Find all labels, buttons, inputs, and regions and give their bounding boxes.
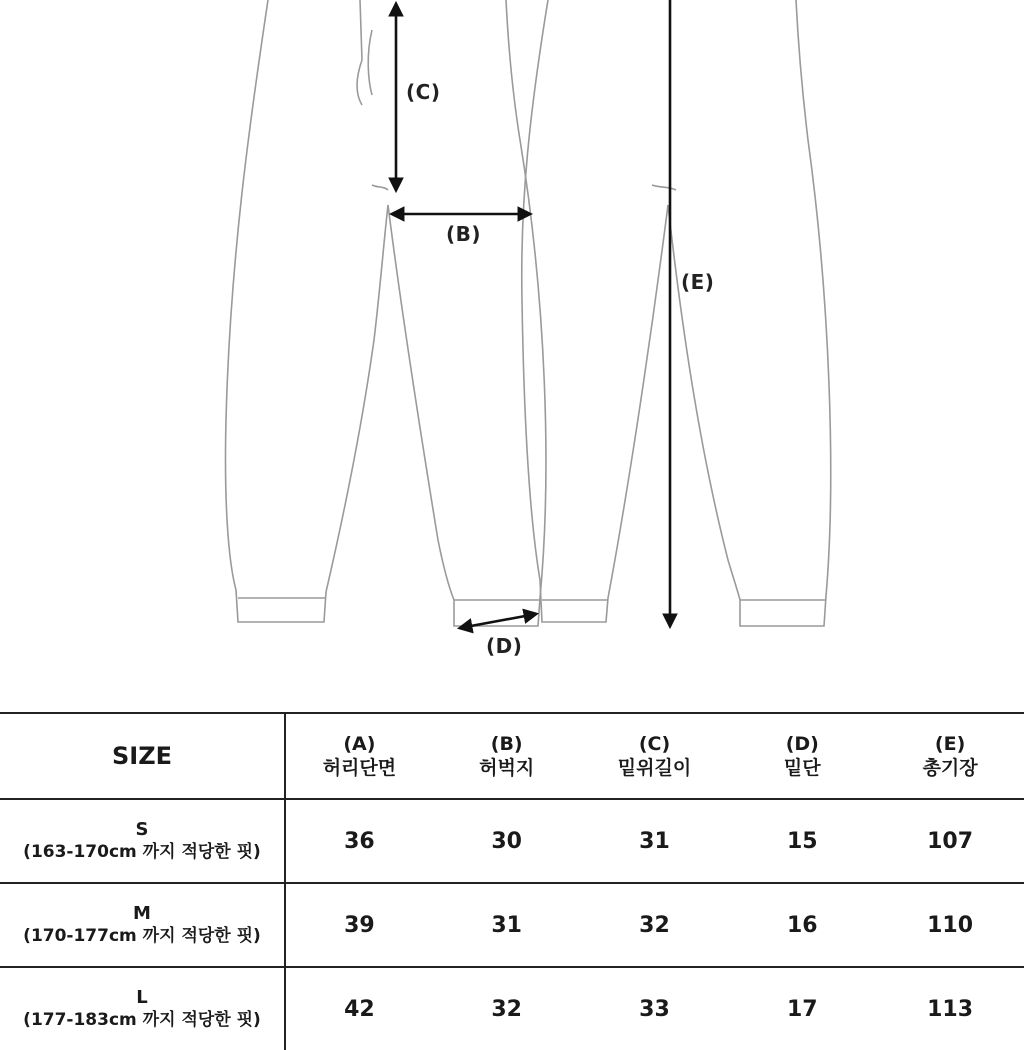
value-cell: 17 — [728, 967, 876, 1050]
value-cell: 30 — [433, 799, 581, 883]
size-cell: L (177-183cm 까지 적당한 핏) — [0, 967, 285, 1050]
value-cell: 33 — [581, 967, 729, 1050]
value-cell: 31 — [433, 883, 581, 967]
column-header-e: (E) 총기장 — [876, 713, 1024, 799]
value-cell: 113 — [876, 967, 1024, 1050]
value-cell: 32 — [581, 883, 729, 967]
back-pants-outline — [522, 0, 831, 626]
label-e: (E) — [681, 270, 715, 294]
table-header-row — [0, 713, 1024, 799]
table-row — [0, 799, 1024, 883]
column-header-c: (C) 밑위길이 — [581, 713, 729, 799]
value-cell: 110 — [876, 883, 1024, 967]
size-chart-table — [0, 712, 1024, 1050]
label-c: (C) — [406, 80, 441, 104]
value-cell: 31 — [581, 799, 729, 883]
size-header: SIZE — [0, 713, 285, 799]
value-cell: 107 — [876, 799, 1024, 883]
size-cell: S (163-170cm 까지 적당한 핏) — [0, 799, 285, 883]
value-cell: 42 — [285, 967, 433, 1050]
table-row — [0, 967, 1024, 1050]
size-cell: M (170-177cm 까지 적당한 핏) — [0, 883, 285, 967]
label-d: (D) — [486, 634, 523, 658]
value-cell: 16 — [728, 883, 876, 967]
value-cell: 32 — [433, 967, 581, 1050]
front-pants-outline — [225, 0, 545, 626]
table-row — [0, 883, 1024, 967]
value-cell: 39 — [285, 883, 433, 967]
label-b: (B) — [446, 222, 482, 246]
column-header-b: (B) 허벅지 — [433, 713, 581, 799]
value-cell: 36 — [285, 799, 433, 883]
column-header-a: (A) 허리단면 — [285, 713, 433, 799]
column-header-d: (D) 밑단 — [728, 713, 876, 799]
value-cell: 15 — [728, 799, 876, 883]
